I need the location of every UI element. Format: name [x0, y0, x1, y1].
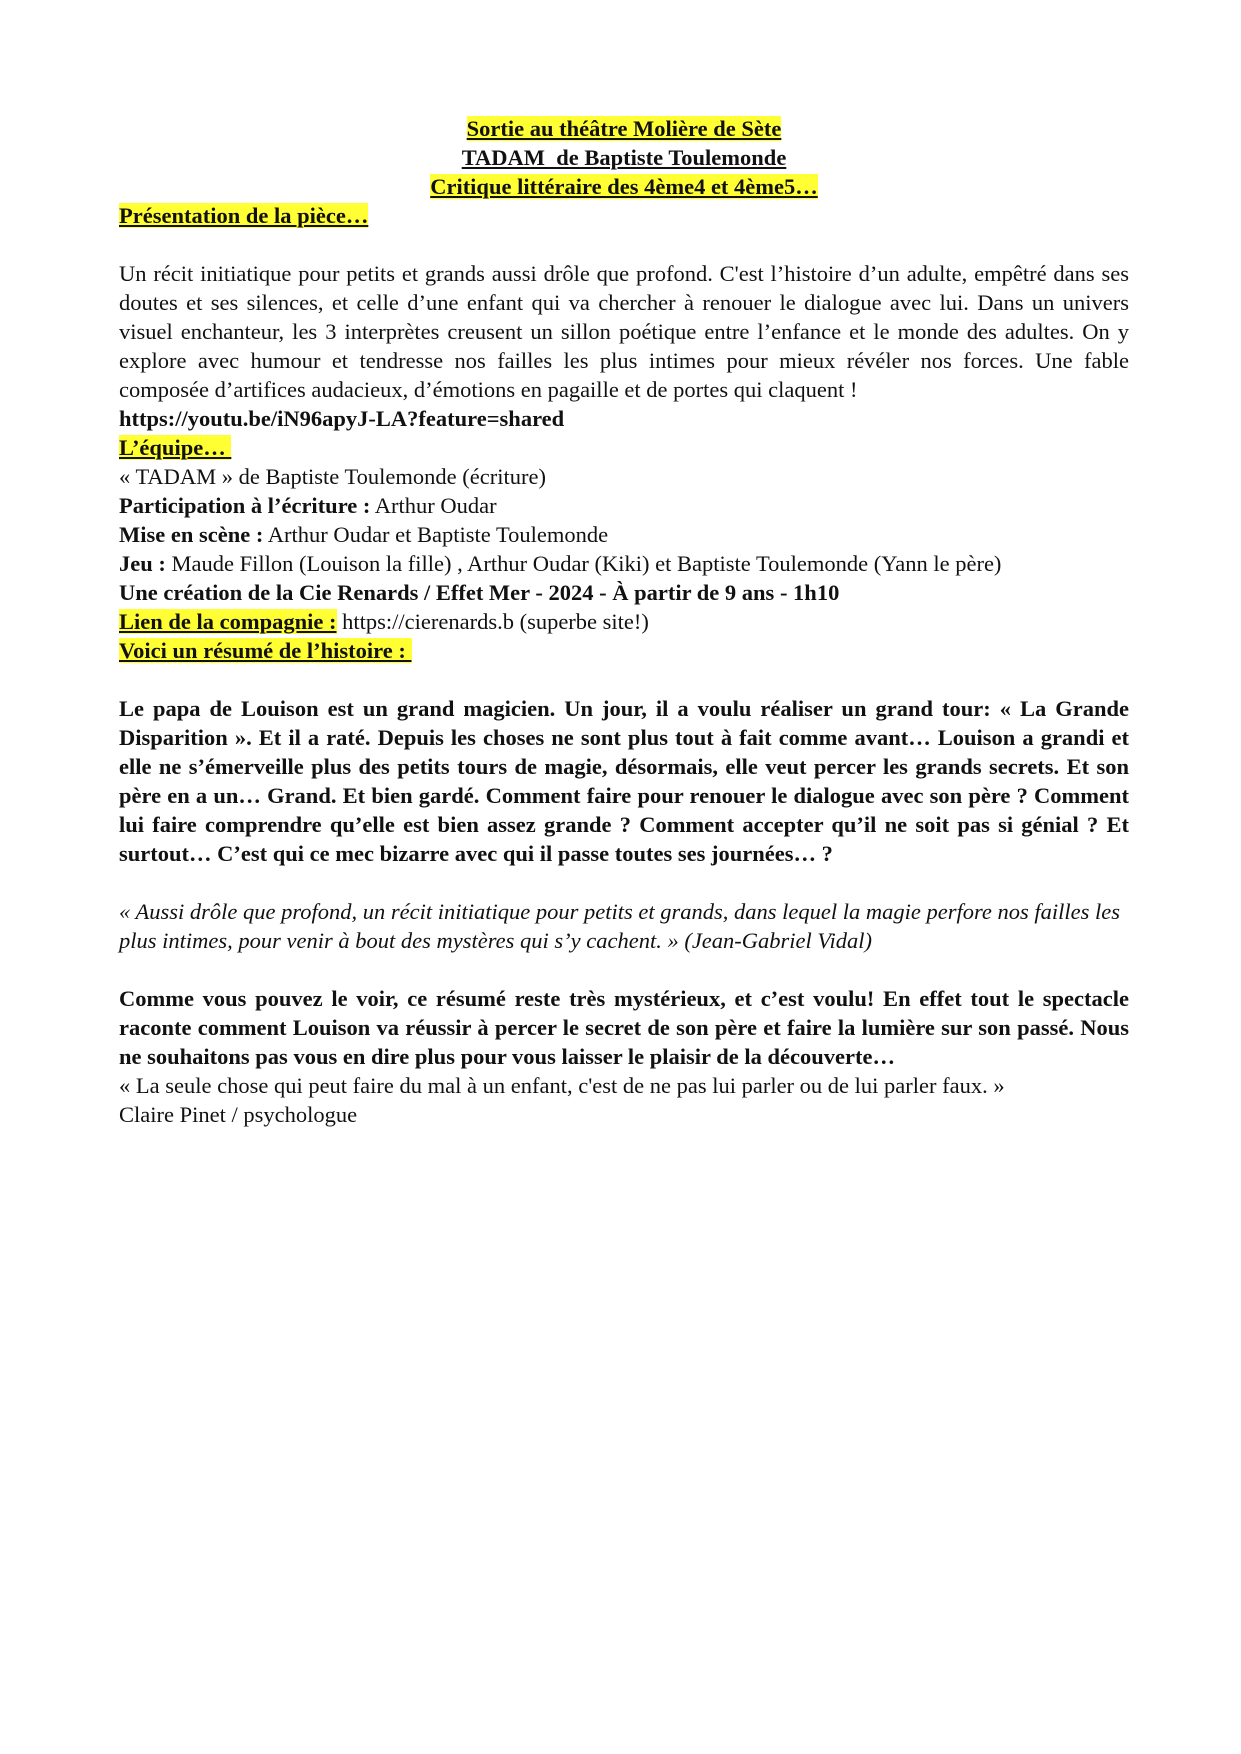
final-quote-author: Claire Pinet / psychologue [119, 1102, 358, 1127]
title-line-2 [119, 143, 1129, 172]
cast-label: Jeu : [119, 551, 166, 576]
cast-value: Maude Fillon (Louison la fille) , Arthur Oudar (Kiki) et Baptiste Toulemonde (Yann le père) [165, 551, 1002, 576]
staging-label: Mise en scène : [119, 522, 264, 547]
creation-line: Une création de la Cie Renards / Effet Mer - 2024 - À partir de 9 ans - 1h10 [119, 580, 840, 605]
team-line-cast [119, 549, 1129, 578]
writing-label: Participation à l’écriture : [119, 493, 371, 518]
youtube-link[interactable]: https://youtu.be/iN96apyJ-LA?feature=shared [119, 406, 565, 431]
summary-heading: Voici un résumé de l’histoire : [119, 638, 412, 663]
team-heading: L’équipe… [119, 435, 232, 460]
company-label: Lien de la compagnie : [119, 609, 337, 634]
title-line-1 [119, 114, 1129, 143]
presentation-text: Un récit initiatique pour petits et grands aussi drôle que profond. C'est l’histoire d’un adulte, empêtré dans ses doutes et ses silences, et celle d’une enfant qui va chercher à renouer le dialogue avec lui. Dans un univers visuel enchanteur, les 3 interprètes creusent un sillon poétique entre l’enfance et le monde des adultes. On y explore avec humour et tendresse nos failles les plus intimes pour mieux révéler nos forces. Une fable composée d’artifices audacieux, d’émotions en pagaille et de portes qui claquent ! [119, 261, 1129, 402]
title-critique: Critique littéraire des 4ème4 et 4ème5… [430, 174, 818, 199]
title-line-3 [119, 172, 1129, 201]
summary-text: Le papa de Louison est un grand magicien. Un jour, il a voulu réaliser un grand tour: « La Grande Disparition ». Et il a raté. Depuis les choses ne sont plus tout à fait comme avant… Louison a grandi et elle ne s’émerveille plus des petits tours de magie, désormais, elle veut percer les grands secrets. Et son père en a un… Grand. Et bien gardé. Comment faire pour renouer le dialogue avec son père ? Comment lui faire comprendre qu’elle est bien assez grande ? Comment accepter qu’il ne soit pas si génial ? Et surtout… C’est qui ce mec bizarre avec qui il passe toutes ses journées… ? [119, 696, 1129, 866]
summary-heading-line [119, 636, 1129, 665]
title-play: TADAM de Baptiste Toulemonde [461, 145, 787, 170]
summary-comment: Comme vous pouvez le voir, ce résumé reste très mystérieux, et c’est voulu! En effet tout le spectacle raconte comment Louison va réussir à percer le secret de son père et faire la lumière sur son passé. Nous ne souhaitons pas vous en dire plus pour vous laisser le plaisir de la découverte… [119, 986, 1129, 1069]
presentation-heading: Présentation de la pièce… [119, 203, 369, 228]
summary-quote: « Aussi drôle que profond, un récit initiatique pour petits et grands, dans lequel la magie perfore nos failles les plus intimes, pour venir à bout des mystères qui s’y cachent. » (Jean-Gabriel Vidal) [119, 899, 1120, 953]
presentation-heading-line [119, 201, 1129, 230]
document-body [119, 114, 1129, 1129]
final-quote: « La seule chose qui peut faire du mal à un enfant, c'est de ne pas lui parler ou de lui parler faux. » [119, 1073, 1005, 1098]
team-line-staging [119, 520, 1129, 549]
title-theatre: Sortie au théâtre Molière de Sète [466, 116, 782, 141]
team-line-author: « TADAM » de Baptiste Toulemonde (écriture) [119, 464, 546, 489]
writing-value: Arthur Oudar [370, 493, 497, 518]
staging-value: Arthur Oudar et Baptiste Toulemonde [263, 522, 609, 547]
company-link[interactable]: https://cierenards.b (superbe site!) [336, 609, 649, 634]
company-line [119, 607, 1129, 636]
team-heading-line [119, 433, 1129, 462]
team-line-writing [119, 491, 1129, 520]
